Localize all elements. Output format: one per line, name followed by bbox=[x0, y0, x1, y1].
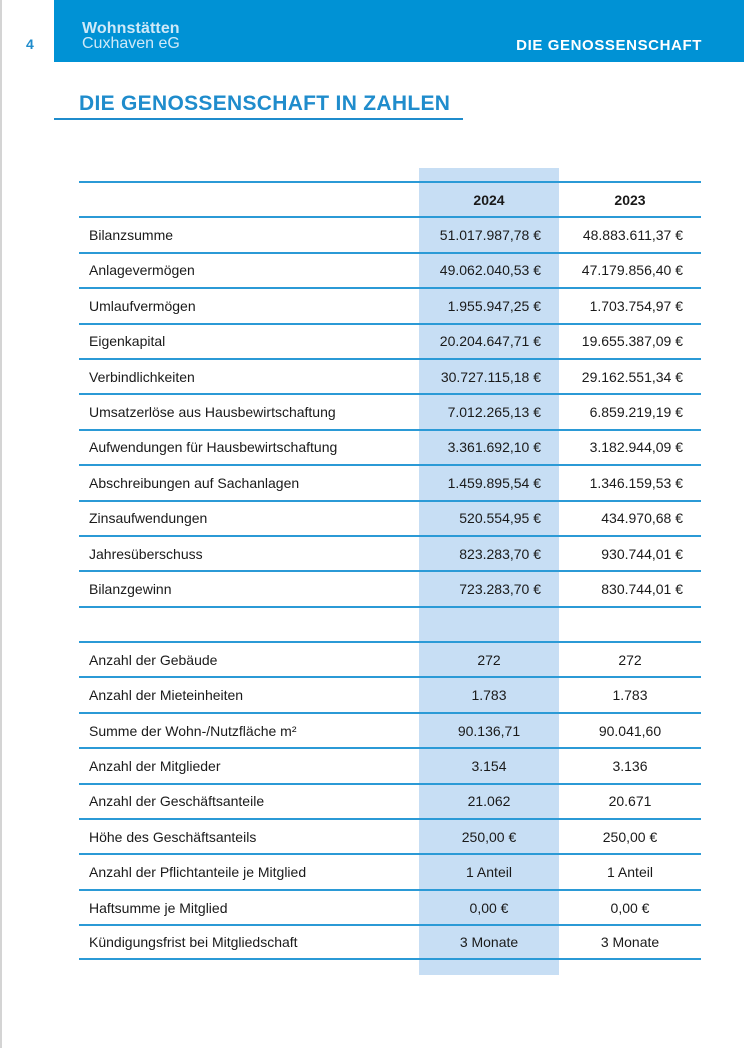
brand-location: Cuxhaven eG bbox=[82, 35, 180, 52]
table-row bbox=[79, 287, 701, 322]
value-2023: 6.859.219,19 € bbox=[589, 404, 683, 421]
value-2024: 1 Anteil bbox=[466, 864, 512, 881]
value-2023: 3 Monate bbox=[600, 933, 660, 950]
row-label: Eigenkapital bbox=[89, 333, 166, 350]
row-label: Haftsumme je Mitglied bbox=[89, 899, 228, 916]
table-row bbox=[79, 712, 701, 747]
value-2023: 47.179.856,40 € bbox=[581, 262, 683, 279]
page-number: 4 bbox=[26, 36, 34, 52]
value-2024: 7.012.265,13 € bbox=[447, 404, 541, 421]
page-edge bbox=[0, 0, 2, 1048]
table-row bbox=[79, 216, 701, 251]
table-row bbox=[79, 818, 701, 853]
section-label: DIE GENOSSENSCHAFT bbox=[516, 37, 702, 54]
table-row bbox=[79, 889, 701, 924]
value-2024: 21.062 bbox=[467, 793, 511, 810]
value-2024: 272 bbox=[477, 651, 501, 668]
value-2023: 250,00 € bbox=[602, 828, 658, 845]
row-label: Verbindlichkeiten bbox=[89, 368, 195, 385]
row-label: Jahresüberschuss bbox=[89, 545, 203, 562]
table-row bbox=[79, 924, 701, 959]
value-2024: 20.204.647,71 € bbox=[439, 333, 541, 350]
table-row bbox=[79, 252, 701, 287]
table-row bbox=[79, 641, 701, 676]
table-row bbox=[79, 358, 701, 393]
row-label: Umsatzerlöse aus Hausbewirtschaftung bbox=[89, 404, 336, 421]
value-2024: 1.459.895,54 € bbox=[447, 474, 541, 491]
row-label: Anzahl der Mieteinheiten bbox=[89, 687, 244, 704]
value-2024: 1.955.947,25 € bbox=[447, 297, 541, 314]
value-2024: 0,00 € bbox=[469, 899, 509, 916]
value-2023: 1.346.159,53 € bbox=[589, 474, 683, 491]
value-2023: 3.182.944,09 € bbox=[589, 439, 683, 456]
table-row bbox=[79, 747, 701, 782]
page-title: DIE GENOSSENSCHAFT IN ZAHLEN bbox=[79, 92, 451, 115]
value-2024: 30.727.115,18 € bbox=[440, 368, 541, 385]
table-row bbox=[79, 464, 701, 499]
row-label: Summe der Wohn-/Nutzfläche m² bbox=[89, 722, 297, 739]
value-2024: 90.136,71 bbox=[457, 722, 521, 739]
header-2023: 2023 bbox=[614, 191, 646, 208]
row-label: Kündigungsfrist bei Mitgliedschaft bbox=[89, 933, 298, 950]
table-row bbox=[79, 853, 701, 888]
table-header-row bbox=[79, 181, 701, 216]
row-label: Anlagevermögen bbox=[89, 262, 195, 279]
row-label: Höhe des Geschäftsanteils bbox=[89, 828, 257, 845]
value-2023: 3.136 bbox=[612, 757, 648, 774]
row-label: Aufwendungen für Hausbewirtschaftung bbox=[89, 439, 338, 456]
value-2023: 1 Anteil bbox=[607, 864, 653, 881]
brand-logo bbox=[82, 21, 180, 51]
row-label: Bilanzsumme bbox=[89, 227, 174, 244]
value-2024: 723.283,70 € bbox=[459, 580, 541, 597]
value-2023: 1.783 bbox=[612, 687, 648, 704]
value-2023: 930.744,01 € bbox=[601, 545, 683, 562]
table-row bbox=[79, 429, 701, 464]
row-label: Zinsaufwendungen bbox=[89, 510, 208, 527]
value-2024: 3 Monate bbox=[459, 933, 519, 950]
value-2023: 272 bbox=[618, 651, 642, 668]
value-2023: 29.162.551,34 € bbox=[581, 368, 683, 385]
table-row bbox=[79, 535, 701, 570]
row-label: Abschreibungen auf Sachanlagen bbox=[89, 474, 300, 491]
figures-table bbox=[79, 181, 701, 960]
row-label: Umlaufvermögen bbox=[89, 297, 196, 314]
table-row bbox=[79, 500, 701, 535]
value-2023: 90.041,60 bbox=[598, 722, 662, 739]
title-underline bbox=[54, 118, 463, 120]
value-2024: 1.783 bbox=[471, 687, 507, 704]
value-2024: 250,00 € bbox=[461, 828, 517, 845]
table-row bbox=[79, 393, 701, 428]
header-bar bbox=[54, 0, 744, 62]
table-row bbox=[79, 783, 701, 818]
value-2023: 0,00 € bbox=[610, 899, 650, 916]
value-2023: 434.970,68 € bbox=[601, 510, 683, 527]
value-2024: 520.554,95 € bbox=[459, 510, 541, 527]
value-2024: 823.283,70 € bbox=[459, 545, 541, 562]
value-2024: 3.154 bbox=[471, 757, 507, 774]
value-2023: 48.883.611,37 € bbox=[582, 227, 683, 244]
value-2023: 20.671 bbox=[608, 793, 652, 810]
value-2023: 1.703.754,97 € bbox=[589, 297, 683, 314]
value-2023: 830.744,01 € bbox=[601, 580, 683, 597]
row-label: Anzahl der Mitglieder bbox=[89, 757, 221, 774]
header-2024: 2024 bbox=[473, 191, 505, 208]
value-2024: 49.062.040,53 € bbox=[439, 262, 541, 279]
row-label: Anzahl der Pflichtanteile je Mitglied bbox=[89, 864, 307, 881]
value-2024: 51.017.987,78 € bbox=[439, 227, 541, 244]
value-2023: 19.655.387,09 € bbox=[581, 333, 683, 350]
table-row bbox=[79, 570, 701, 605]
brand-name: Wohnstätten bbox=[82, 20, 180, 37]
row-label: Anzahl der Geschäftsanteile bbox=[89, 793, 265, 810]
table-row bbox=[79, 323, 701, 358]
row-label: Anzahl der Gebäude bbox=[89, 651, 218, 668]
row-label: Bilanzgewinn bbox=[89, 580, 172, 597]
table-row bbox=[79, 676, 701, 711]
value-2024: 3.361.692,10 € bbox=[447, 439, 541, 456]
spacer-row bbox=[79, 606, 701, 641]
